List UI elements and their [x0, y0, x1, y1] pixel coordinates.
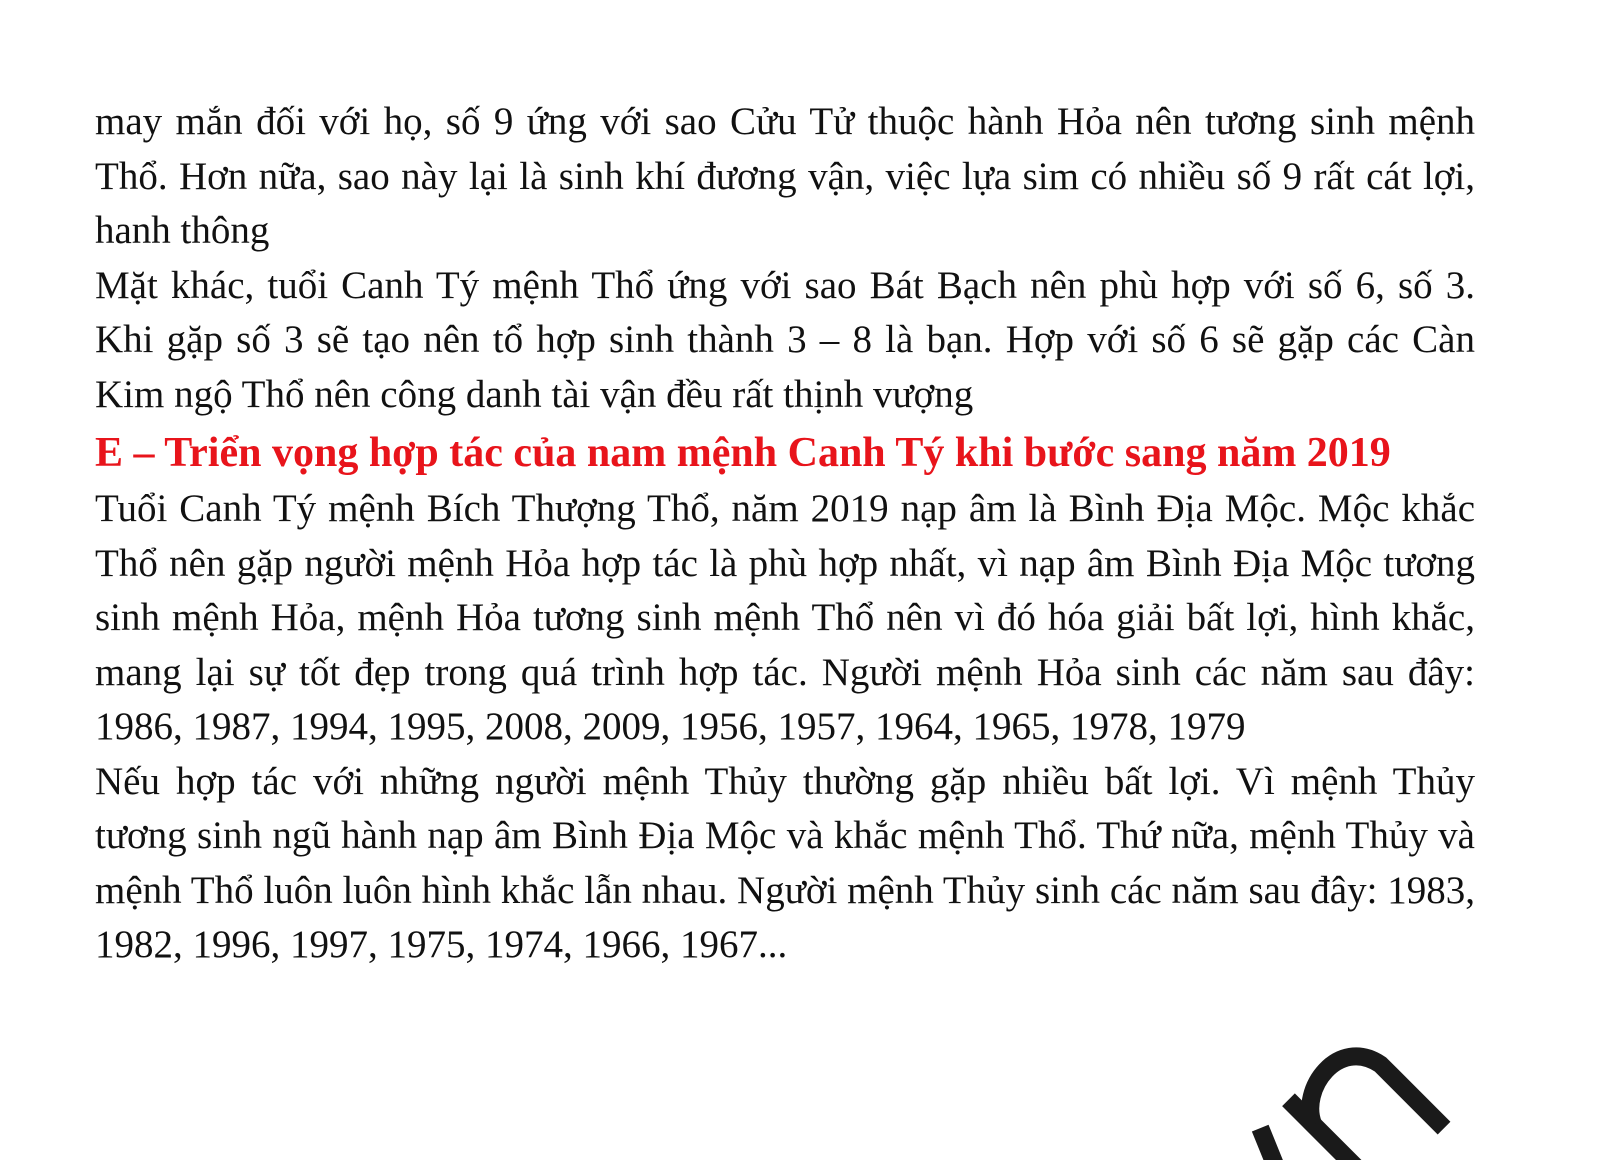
paragraph-menh-hoa: Tuổi Canh Tý mệnh Bích Thượng Thổ, năm 2019 nạp âm là Bình Địa Mộc. Mộc khắc Thổ nên gặp người mệnh Hỏa hợp tác là phù hợp nhất, vì nạp âm Bình Địa Mộc tương sinh mệnh Hỏa, mệnh Hỏa tương sinh mệnh Thổ nên vì đó hóa giải bất lợi, hình khắc, mang lại sự tốt đẹp trong quá trình hợp tác. Người mệnh Hỏa sinh các năm sau đây: 1986, 1987, 1994, 1995, 2008, 2009, 1956, 1957, 1964, 1965, 1978, 1979 [95, 487, 1475, 748]
watermark-logo [1130, 960, 1490, 1160]
paragraph-sao-bat-bach: Mặt khác, tuổi Canh Tý mệnh Thổ ứng với sao Bát Bạch nên phù hợp với số 6, số 3. Khi gặp số 3 sẽ tạo nên tổ hợp sinh thành 3 – 8 là bạn. Hợp với số 6 sẽ gặp các Càn Kim ngộ Thổ nên công danh tài vận đều rất thịnh vượng [95, 263, 1475, 416]
paragraph-menh-thuy: Nếu hợp tác với những người mệnh Thủy thường gặp nhiều bất lợi. Vì mệnh Thủy tương sinh ngũ hành nạp âm Bình Địa Mộc và khắc mệnh Thổ. Thứ nữa, mệnh Thủy và mệnh Thổ luôn luôn hình khắc lẫn nhau. Người mệnh Thủy sinh các năm sau đây: 1983, 1982, 1996, 1997, 1975, 1974, 1966, 1967... [95, 759, 1475, 966]
document-page [95, 95, 1475, 973]
section-heading-e: E – Triển vọng hợp tác của nam mệnh Canh Tý khi bước sang năm 2019 [95, 430, 1391, 476]
paragraph-sao-cuu-tu: may mắn đối với họ, số 9 ứng với sao Cửu Tử thuộc hành Hỏa nên tương sinh mệnh Thổ. Hơn nữa, sao này lại là sinh khí đương vận, việc lựa sim có nhiều số 9 rất cát lợi, hanh thông [95, 100, 1475, 252]
